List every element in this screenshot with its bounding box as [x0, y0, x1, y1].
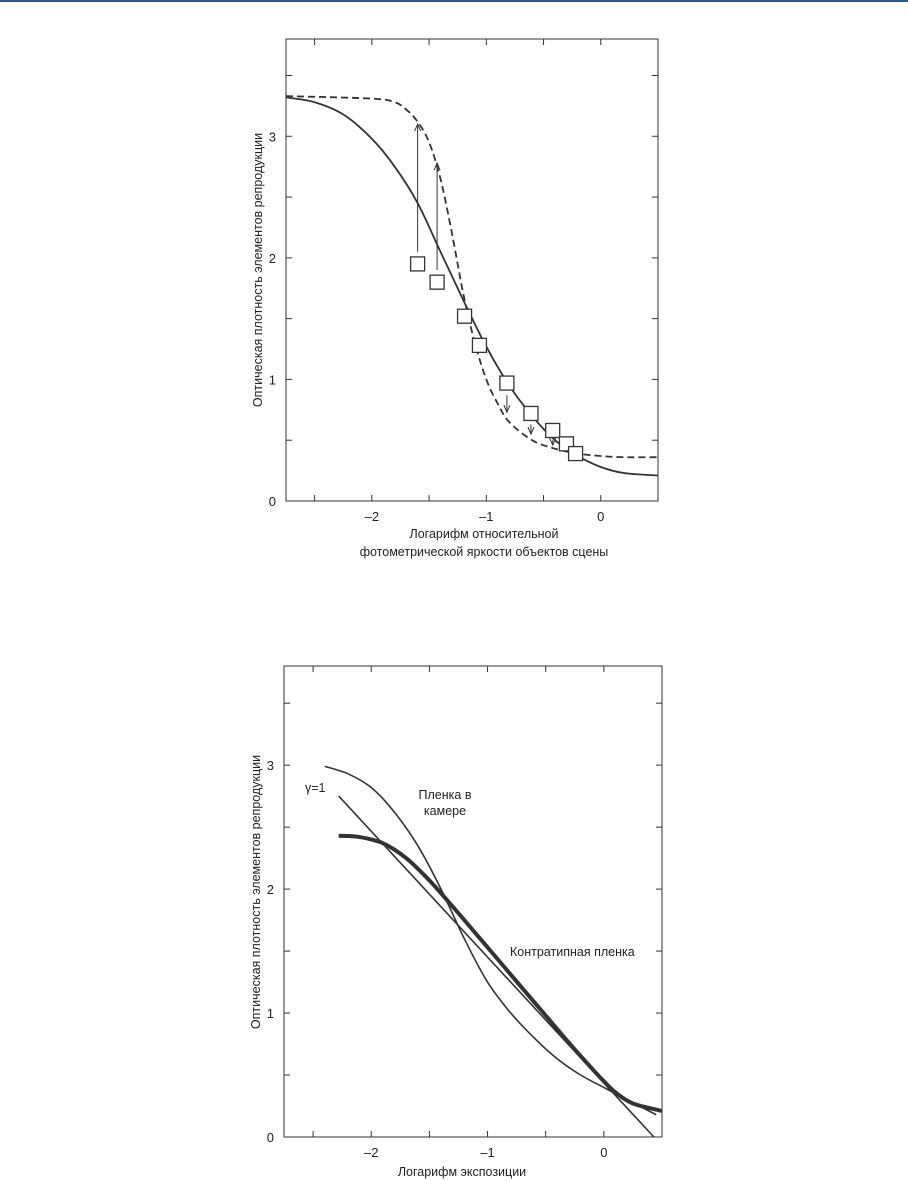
y-tick-label: 3	[266, 758, 274, 774]
data-point-marker	[569, 447, 583, 461]
y-tick-label: 0	[266, 1130, 274, 1145]
data-point-marker	[430, 275, 444, 289]
series-line-3	[339, 836, 662, 1111]
x-tick-label: 0	[600, 1145, 608, 1160]
annotation-camera-film-line-2: камере	[423, 804, 467, 818]
chart-1-tick-labels	[269, 129, 605, 524]
annotation-camera-film-line-1: Пленка в	[418, 788, 472, 802]
y-tick-label: 1	[266, 1006, 274, 1022]
y-tick-label: 0	[268, 494, 276, 509]
data-point-marker	[472, 338, 486, 352]
y-tick-label: 2	[266, 882, 274, 898]
chart-1-ticks	[286, 39, 658, 501]
chart-2-y-axis-label: Оптическая плотность элементов репродукции	[249, 754, 263, 1030]
chart-2-x-axis-label: Логарифм экспозиции	[397, 1165, 527, 1179]
series-line-1	[325, 766, 657, 1114]
chart-1-plot-frame	[286, 39, 658, 501]
annotation-duplicate-film: Контратипная пленка	[510, 945, 635, 959]
data-point-marker	[546, 423, 560, 437]
data-point-marker	[458, 309, 472, 323]
y-tick-label: 2	[268, 250, 276, 266]
chart-1	[251, 39, 658, 559]
annotation-gamma-one: γ=1	[305, 781, 326, 795]
chart-1-y-axis-label: Оптическая плотность элементов репродукции	[251, 132, 265, 408]
x-tick-label: –2	[363, 1145, 379, 1160]
x-tick-label: –1	[480, 1145, 495, 1160]
chart-2-plot-frame	[284, 666, 662, 1137]
data-point-marker	[500, 376, 514, 390]
x-tick-label: –1	[479, 509, 494, 524]
data-point-marker	[411, 257, 425, 271]
x-tick-label: –2	[364, 509, 380, 524]
x-tick-label: 0	[597, 509, 605, 524]
chart-1-markers	[411, 257, 583, 461]
chart-1-x-axis-label-line-1: Логарифм относительной	[409, 527, 559, 541]
data-point-marker	[524, 406, 538, 420]
chart-1-x-axis-label-line-2: фотометрической яркости объектов сцены	[359, 545, 609, 559]
series-line-1	[286, 97, 658, 475]
y-tick-label: 1	[268, 372, 276, 388]
series-line-2	[286, 96, 658, 457]
y-tick-label: 3	[268, 129, 276, 145]
chart-2	[249, 666, 662, 1179]
chart-2-tick-labels	[267, 758, 608, 1160]
chart-1-series	[286, 96, 658, 475]
chart-2-ticks	[284, 666, 662, 1137]
